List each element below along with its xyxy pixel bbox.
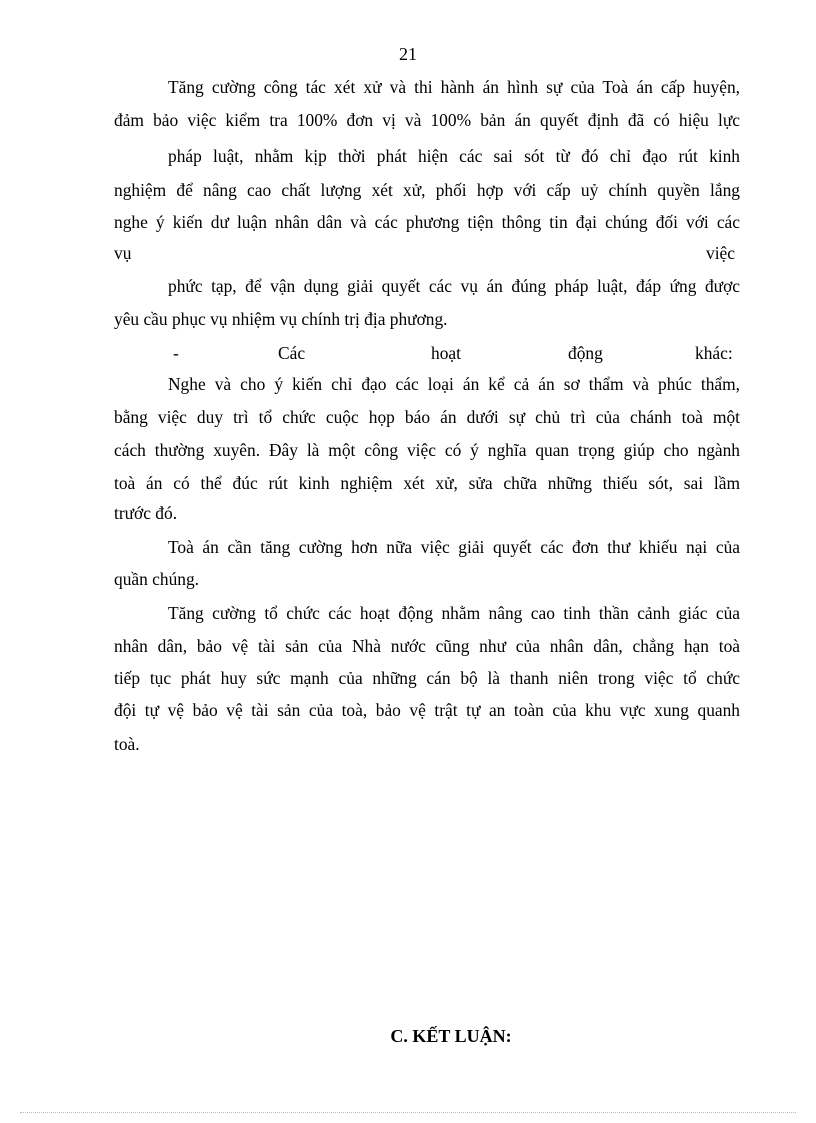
text-line: Toà án cần tăng cường hơn nữa việc giải quyết các đơn thư khiếu nại của: [168, 537, 740, 557]
page-number: 21: [399, 44, 417, 64]
text-line: pháp luật, nhằm kịp thời phát hiện các sai sót từ đó chỉ đạo rút kinh: [168, 146, 740, 166]
text-line: đảm bảo việc kiểm tra 100% đơn vị và 100% bản án quyết định đã có hiệu lực: [114, 110, 740, 130]
section-heading: C. KẾT LUẬN:: [390, 1026, 512, 1046]
text-word: động: [568, 343, 603, 363]
text-line: Nghe và cho ý kiến chỉ đạo các loại án kể cả án sơ thẩm và phúc thẩm,: [168, 374, 740, 394]
text-line: bằng việc duy trì tổ chức cuộc họp báo án dưới sự chủ trì của chánh toà một: [114, 407, 740, 427]
text-line: việc: [706, 243, 735, 263]
text-line: đội tự vệ bảo vệ tài sản của toà, bảo vệ trật tự an toàn của khu vực xung quanh: [114, 700, 740, 720]
text-line: cách thường xuyên. Đây là một công việc có ý nghĩa quan trọng giúp cho ngành: [114, 440, 740, 460]
text-line: Tăng cường công tác xét xử và thi hành án hình sự của Toà án cấp huyện,: [168, 77, 740, 97]
text-line: yêu cầu phục vụ nhiệm vụ chính trị địa phương.: [114, 309, 448, 329]
text-line: nghe ý kiến dư luận nhân dân và các phương tiện thông tin đại chúng đối với các: [114, 212, 740, 232]
list-bullet: -: [173, 343, 179, 363]
text-line: nghiệm để nâng cao chất lượng xét xử, phối hợp với cấp uỷ chính quyền lắng: [114, 180, 740, 200]
text-line: vụ: [114, 243, 132, 263]
page-bottom-rule: [20, 1112, 796, 1113]
text-line: nhân dân, bảo vệ tài sản của Nhà nước cũng như của nhân dân, chẳng hạn toà: [114, 636, 740, 656]
text-line: tiếp tục phát huy sức mạnh của những cán bộ là thanh niên trong việc tổ chức: [114, 668, 740, 688]
text-line: trước đó.: [114, 503, 178, 523]
text-line: phức tạp, để vận dụng giải quyết các vụ án đúng pháp luật, đáp ứng được: [168, 276, 740, 296]
text-line: quần chúng.: [114, 569, 200, 589]
text-word: hoạt: [431, 343, 461, 363]
text-line: Tăng cường tổ chức các hoạt động nhằm nâng cao tinh thần cảnh giác của: [168, 603, 740, 623]
text-line: toà.: [114, 734, 140, 754]
text-word: khác:: [695, 343, 733, 363]
text-line: toà án có thể đúc rút kinh nghiệm xét xử, sửa chữa những thiếu sót, sai lầm: [114, 473, 740, 493]
text-word: Các: [278, 343, 306, 363]
